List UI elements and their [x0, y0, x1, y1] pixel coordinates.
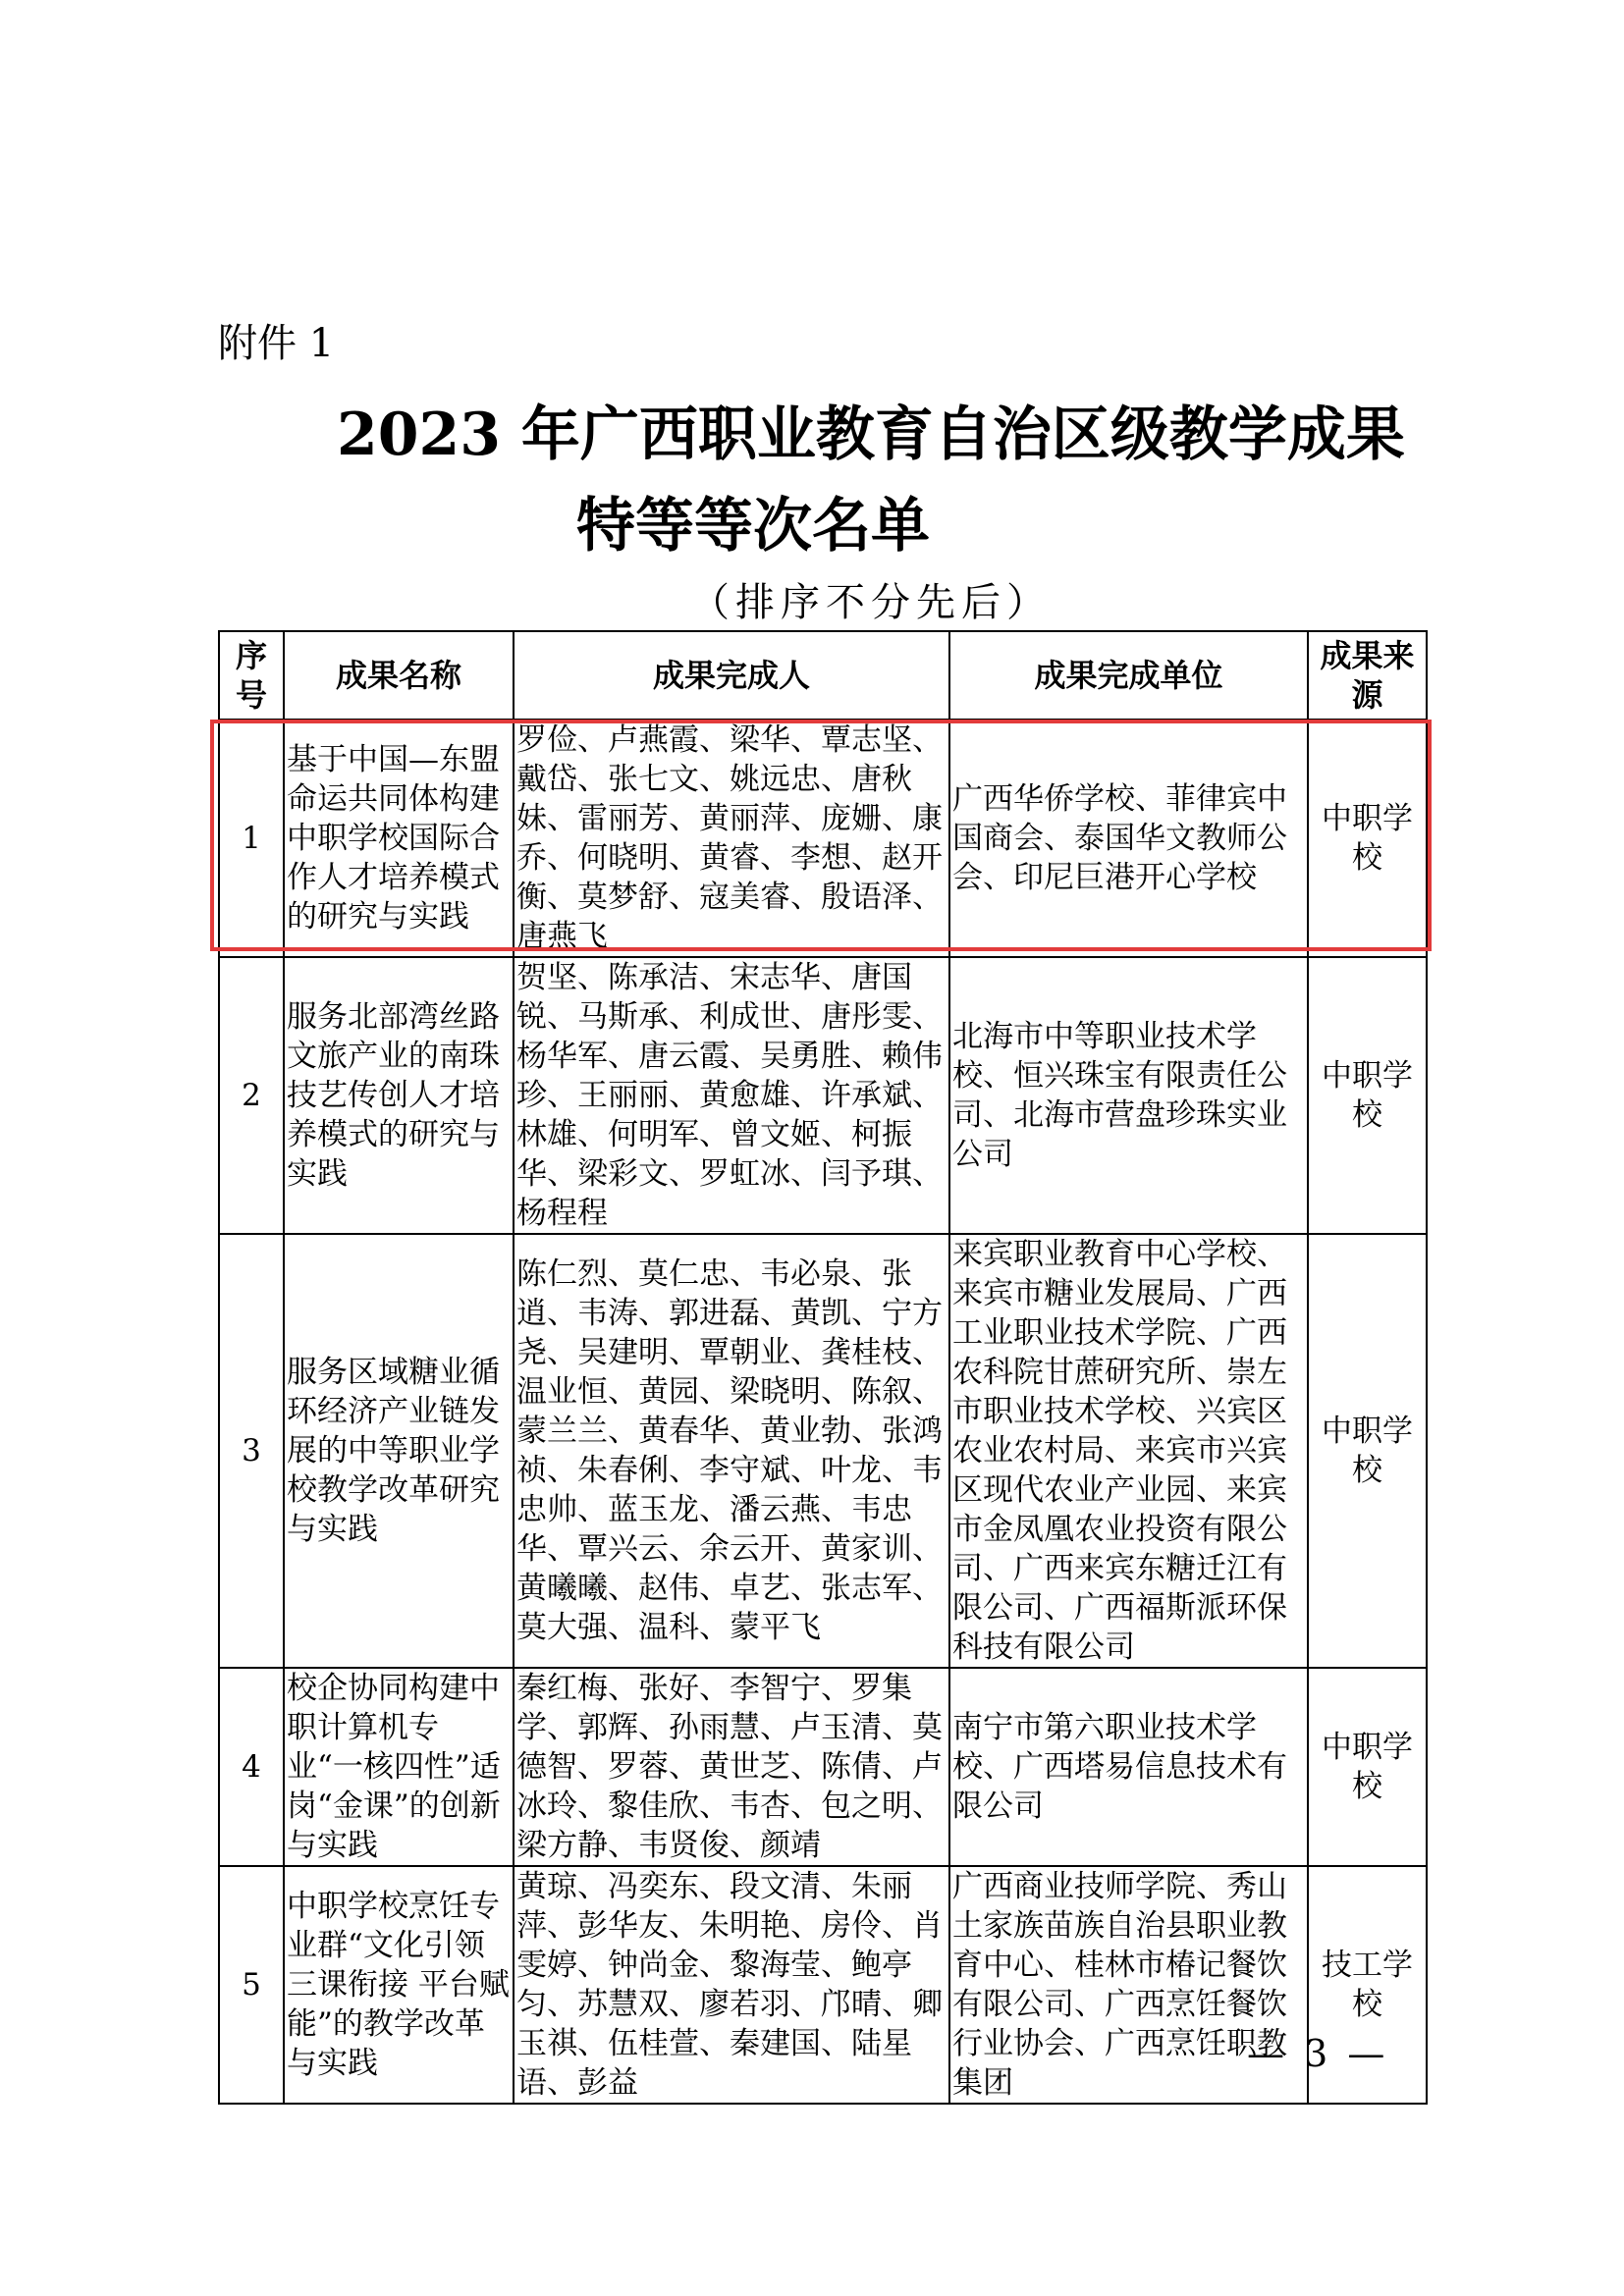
- col-header-units: 成果完成单位: [949, 631, 1308, 720]
- row-units: 广西华侨学校、菲律宾中国商会、泰国华文教师公会、印尼巨港开心学校: [949, 720, 1308, 957]
- row-people: 秦红梅、张好、李智宁、罗集学、郭辉、孙雨慧、卢玉清、莫德智、罗蓉、黄世芝、陈倩、卢冰玲、黎佳欣、韦杏、包之明、梁方静、韦贤俊、颜靖: [514, 1668, 949, 1866]
- row-people: 陈仁烈、莫仁忠、韦必泉、张逍、韦涛、郭进磊、黄凯、宁方尧、吴建明、覃朝业、龚桂枝、温业恒、黄园、梁晓明、陈叙、蒙兰兰、黄春华、黄业勃、张鸿祯、朱春俐、李守斌、叶龙、韦忠帅、蓝玉龙、潘云燕、韦忠华、覃兴云、余云开、黄家训、黄曦曦、赵伟、卓艺、张志军、莫大强、温科、蒙平飞: [514, 1234, 949, 1668]
- subtitle: （排序不分先后）: [690, 580, 1052, 625]
- row-source: 中职学校: [1308, 1668, 1427, 1866]
- table-row: [219, 1866, 1427, 2104]
- table-header-row: [219, 631, 1427, 720]
- row-people: 黄琼、冯奕东、段文清、朱丽萍、彭华友、朱明艳、房伶、肖雯婷、钟尚金、黎海莹、鲍亭匀、苏慧双、廖若羽、邝晴、卿玉祺、伍桂萱、秦建国、陆星语、彭益: [514, 1866, 949, 2104]
- row-no: 4: [219, 1668, 284, 1866]
- table-row: [219, 957, 1427, 1234]
- row-units: 来宾职业教育中心学校、来宾市糖业发展局、广西工业职业技术学院、广西农科院甘蔗研究所、崇左市职业技术学校、兴宾区农业农村局、来宾市兴宾区现代农业产业园、来宾市金凤凰农业投资有限公司、广西来宾东糖迁江有限公司、广西福斯派环保科技有限公司: [949, 1234, 1308, 1668]
- row-people: 罗俭、卢燕霞、梁华、覃志坚、戴岱、张七文、姚远忠、唐秋妹、雷丽芳、黄丽萍、庞姗、康乔、何晓明、黄睿、李想、赵开衡、莫梦舒、寇美睿、殷语泽、唐燕飞: [514, 720, 949, 957]
- page-number: — 3 —: [1247, 2032, 1389, 2075]
- page-title-line2: 特等等次名单: [576, 492, 930, 561]
- row-name: 基于中国—东盟命运共同体构建中职学校国际合作人才培养模式的研究与实践: [284, 720, 514, 957]
- col-header-people: 成果完成人: [514, 631, 949, 720]
- row-no: 1: [219, 720, 284, 957]
- row-units: 南宁市第六职业技术学校、广西塔易信息技术有限公司: [949, 1668, 1308, 1866]
- row-people: 贺坚、陈承洁、宋志华、唐国锐、马斯承、利成世、唐彤雯、杨华军、唐云霞、吴勇胜、赖伟珍、王丽丽、黄愈雄、许承斌、林雄、何明军、曾文姬、柯振华、梁彩文、罗虹冰、闫予琪、杨程程: [514, 957, 949, 1234]
- row-units: 广西商业技师学院、秀山土家族苗族自治县职业教育中心、桂林市椿记餐饮有限公司、广西烹饪餐饮行业协会、广西烹饪职教集团: [949, 1866, 1308, 2104]
- row1-highlight-box: [210, 720, 1432, 951]
- row-source: 中职学校: [1308, 1234, 1427, 1668]
- attachment-label: 附件 1: [218, 321, 335, 366]
- page-title-line1: 2023 年广西职业教育自治区级教学成果: [337, 400, 1405, 469]
- row-source: 技工学校: [1308, 1866, 1427, 2104]
- row-no: 3: [219, 1234, 284, 1668]
- col-header-name: 成果名称: [284, 631, 514, 720]
- row-units: 北海市中等职业技术学校、恒兴珠宝有限责任公司、北海市营盘珍珠实业公司: [949, 957, 1308, 1234]
- table-row: [219, 1668, 1427, 1866]
- row-name: 校企协同构建中职计算机专业“一核四性”适岗“金课”的创新与实践: [284, 1668, 514, 1866]
- row-name: 服务区域糖业循环经济产业链发展的中等职业学校教学改革研究与实践: [284, 1234, 514, 1668]
- row-no: 2: [219, 957, 284, 1234]
- table-row: [219, 1234, 1427, 1668]
- row-name: 中职学校烹饪专业群“文化引领 三课衔接 平台赋能”的教学改革与实践: [284, 1866, 514, 2104]
- row-source: 中职学校: [1308, 720, 1427, 957]
- row-name: 服务北部湾丝路文旅产业的南珠技艺传创人才培养模式的研究与实践: [284, 957, 514, 1234]
- row-source: 中职学校: [1308, 957, 1427, 1234]
- row-no: 5: [219, 1866, 284, 2104]
- col-header-no: 序号: [219, 631, 284, 720]
- col-header-source: 成果来源: [1308, 631, 1427, 720]
